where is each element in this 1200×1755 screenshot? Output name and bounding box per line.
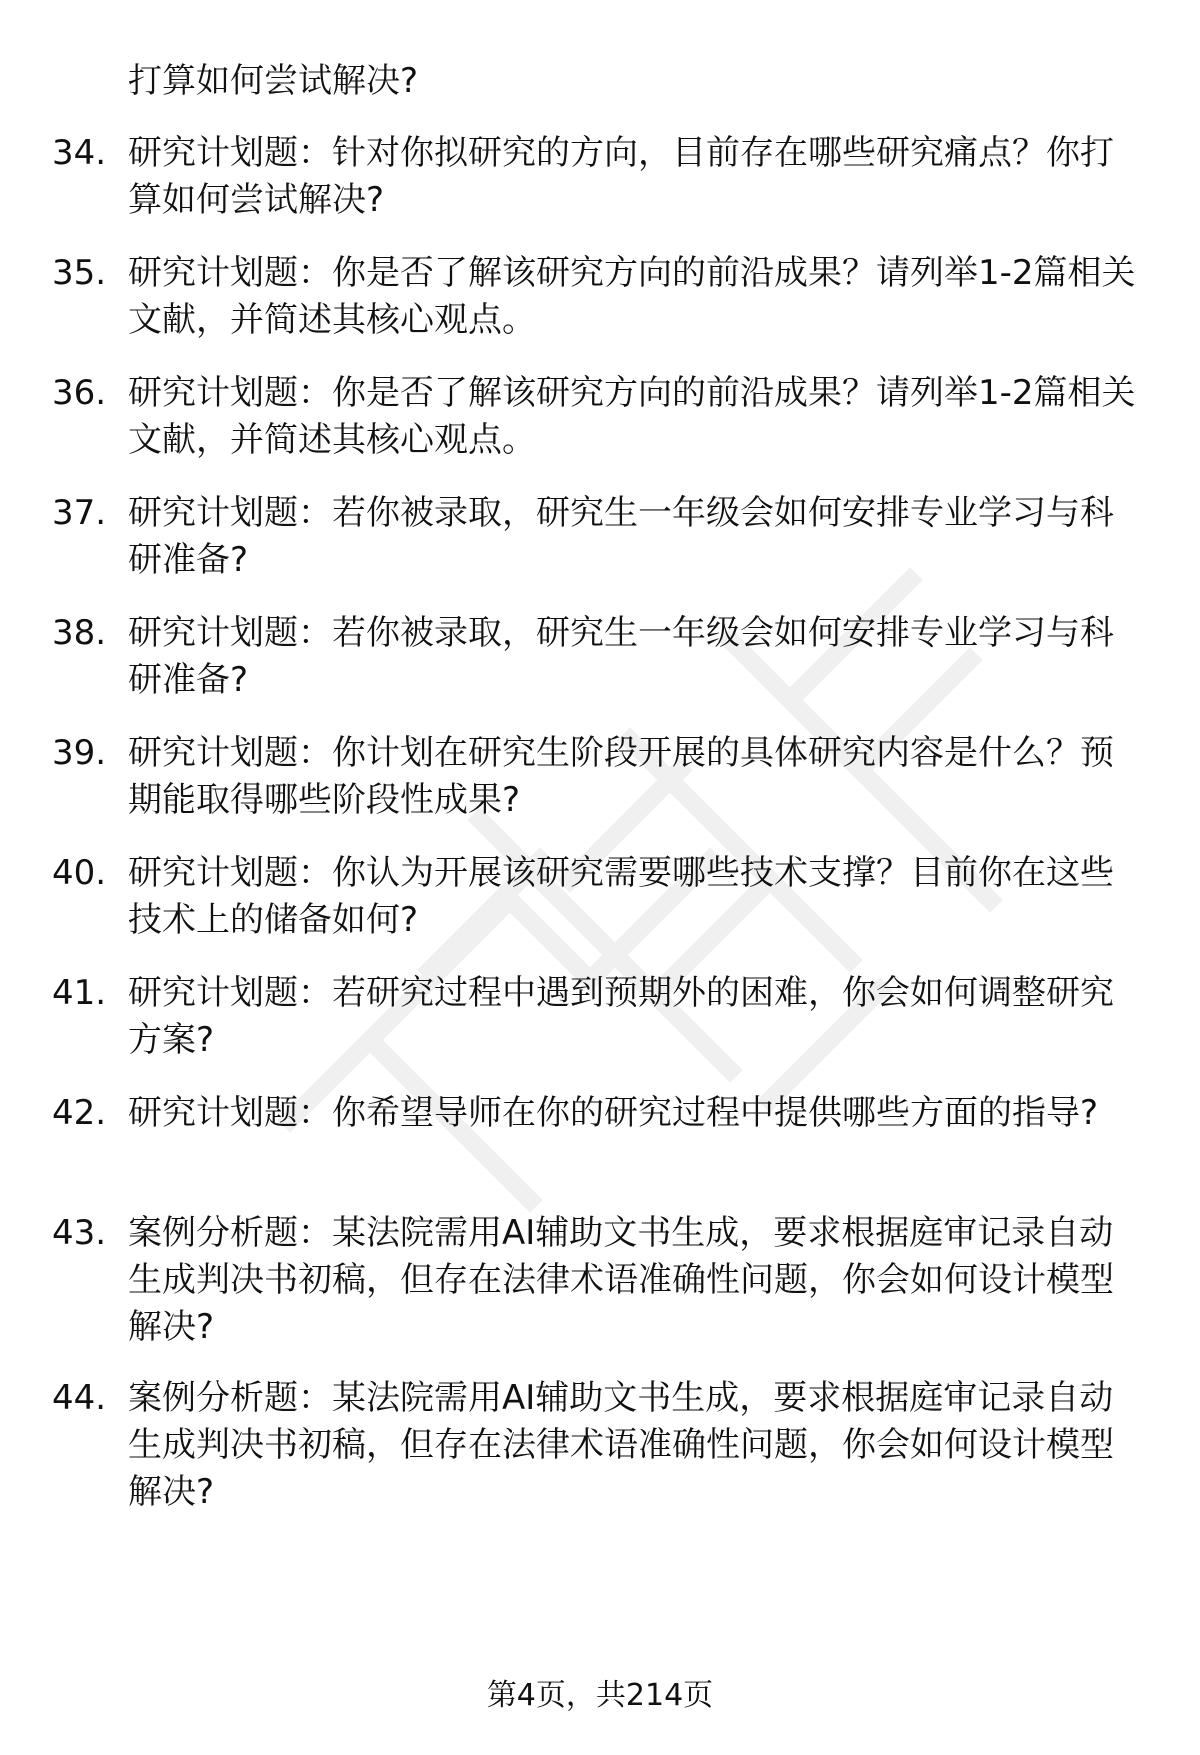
question-number-37: 37. (52, 493, 107, 533)
question-number-36: 36. (52, 373, 107, 413)
question-text-41: 研究计划题：若研究过程中遇到预期外的困难，你会如何调整研究方案? (128, 973, 1114, 1060)
question-number-41: 41. (52, 973, 107, 1013)
page-footer: 第4页，共214页 (486, 1678, 714, 1713)
question-text-44: 案例分析题：某法院需用AI辅助文书生成，要求根据庭审记录自动生成判决书初稿，但存在法律术语准确性问题，你会如何设计模型解决? (128, 1378, 1114, 1512)
question-text-34: 研究计划题：针对你拟研究的方向，目前存在哪些研究痛点？你打算如何尝试解决? (128, 133, 1114, 220)
question-number-35: 35. (52, 253, 107, 293)
question-number-34: 34. (52, 133, 107, 173)
question-number-44: 44. (52, 1378, 107, 1418)
question-number-40: 40. (52, 853, 107, 893)
question-text-42: 研究计划题：你希望导师在你的研究过程中提供哪些方面的指导? (128, 1093, 1099, 1133)
question-number-38: 38. (52, 613, 107, 653)
question-number-42: 42. (52, 1093, 107, 1133)
question-text-40: 研究计划题：你认为开展该研究需要哪些技术支撑？目前你在这些技术上的储备如何? (128, 853, 1114, 940)
question-text-43: 案例分析题：某法院需用AI辅助文书生成，要求根据庭审记录自动生成判决书初稿，但存在法律术语准确性问题，你会如何设计模型解决? (128, 1213, 1114, 1347)
question-text-35: 研究计划题：你是否了解该研究方向的前沿成果？请列举1-2篇相关文献，并简述其核心观点。 (128, 253, 1136, 340)
question-text-39: 研究计划题：你计划在研究生阶段开展的具体研究内容是什么？预期能取得哪些阶段性成果? (128, 733, 1114, 820)
continued-question-text: 打算如何尝试解决? (128, 61, 419, 101)
question-text-37: 研究计划题：若你被录取，研究生一年级会如何安排专业学习与科研准备? (128, 493, 1114, 580)
question-text-38: 研究计划题：若你被录取，研究生一年级会如何安排专业学习与科研准备? (128, 613, 1114, 700)
question-text-36: 研究计划题：你是否了解该研究方向的前沿成果？请列举1-2篇相关文献，并简述其核心观点。 (128, 373, 1136, 460)
question-number-43: 43. (52, 1213, 107, 1253)
question-number-39: 39. (52, 733, 107, 773)
